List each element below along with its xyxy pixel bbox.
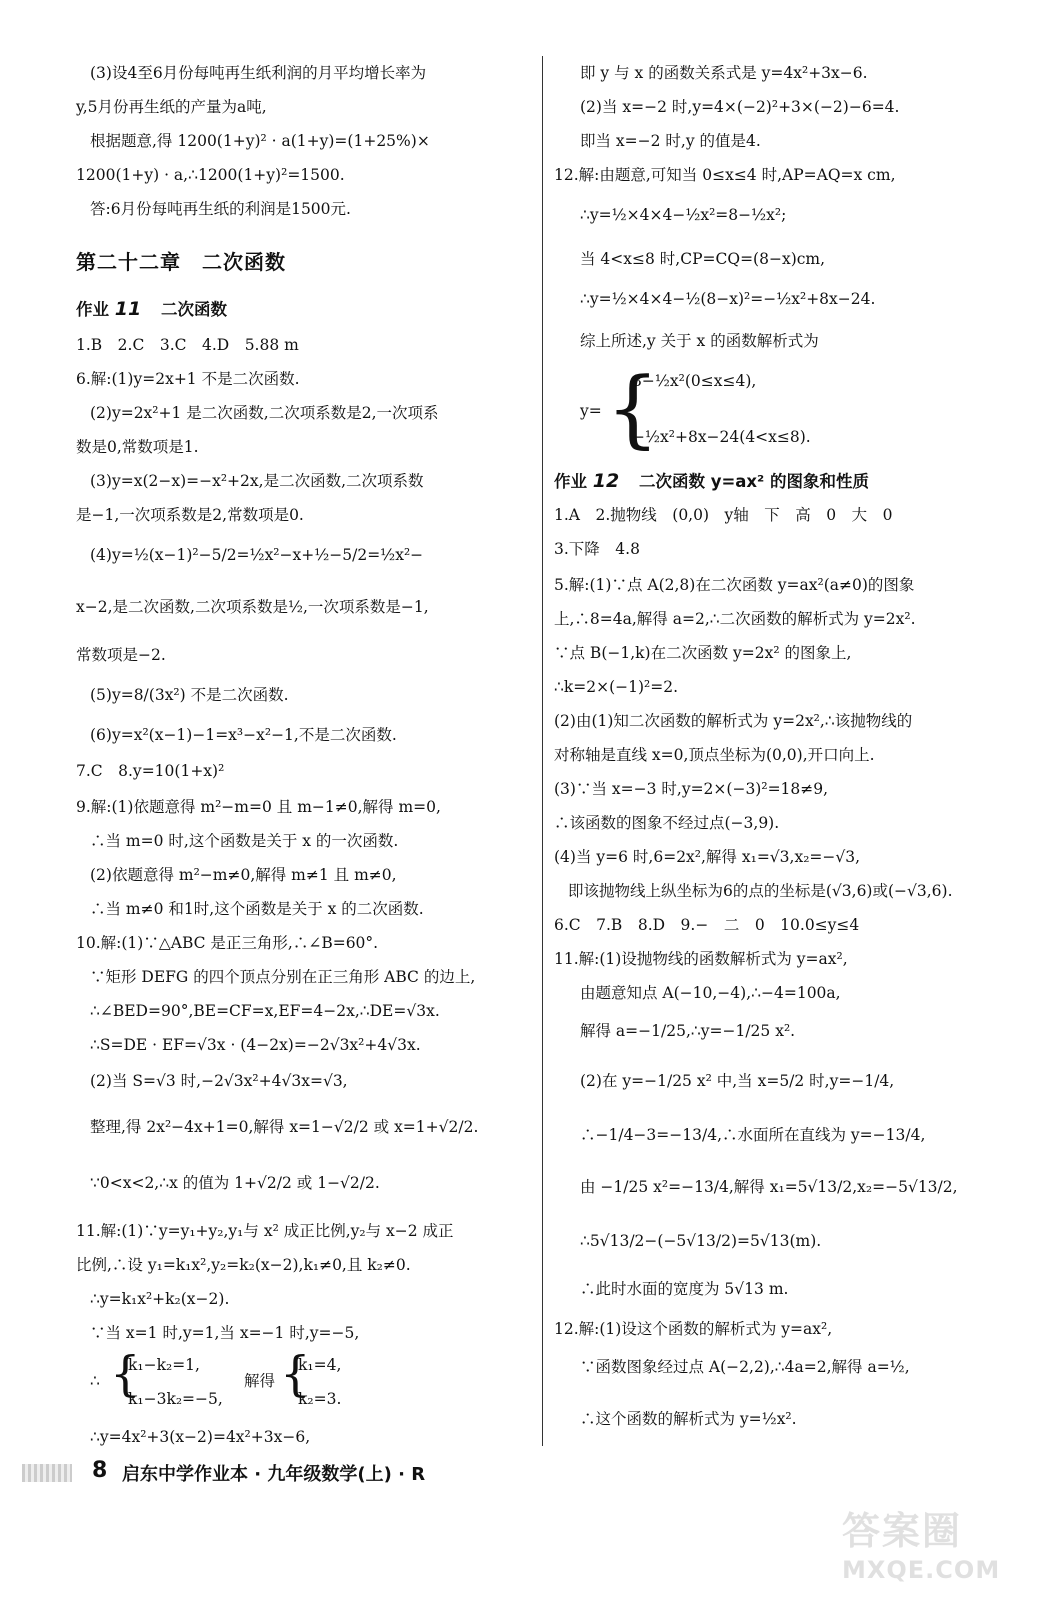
answer-line: 由题意知点 A(−10,−4),∴−4=100a, — [580, 984, 841, 1002]
watermark-url: MXQE.COM — [842, 1556, 1001, 1584]
answer-line: (2)y=2x²+1 是二次函数,二次项系数是2,一次项系 — [90, 404, 439, 422]
answer-line: 6.C 7.B 8.D 9.− 二 0 10.0≤y≤4 — [554, 916, 860, 934]
answer-line: 3.下降 4.8 — [554, 540, 640, 558]
left-brace: { — [110, 1346, 141, 1402]
answer-line: 常数项是−2. — [76, 646, 166, 664]
homework-number: 11 — [114, 298, 142, 320]
answer-line: ∵矩形 DEFG 的四个顶点分别在正三角形 ABC 的边上, — [90, 968, 476, 986]
answer-line: ∵当 x=1 时,y=1,当 x=−1 时,y=−5, — [90, 1324, 360, 1342]
equation-line: k₁=4, — [298, 1356, 342, 1374]
piecewise-case: 8−½x²(0≤x≤4), — [632, 372, 757, 390]
answer-line: (2)由(1)知二次函数的解析式为 y=2x²,∴该抛物线的 — [554, 712, 913, 730]
left-brace: { — [606, 359, 660, 457]
answer-line: ∴5√13/2−(−5√13/2)=5√13(m). — [580, 1232, 822, 1250]
answer-line: 是−1,一次项系数是2,常数项是0. — [76, 506, 304, 524]
answer-line: (4)y=½(x−1)²−5/2=½x²−x+½−5/2=½x²− — [90, 546, 424, 564]
answer-line: 数是0,常数项是1. — [76, 438, 199, 456]
answer-line: ∴−1/4−3=−13/4,∴水面所在直线为 y=−13/4, — [580, 1126, 926, 1144]
answer-line: 整理,得 2x²−4x+1=0,解得 x=1−√2/2 或 x=1+√2/2. — [90, 1118, 479, 1136]
answer-line: (4)当 y=6 时,6=2x²,解得 x₁=√3,x₂=−√3, — [554, 848, 861, 866]
answer-line: ∴此时水面的宽度为 5√13 m. — [580, 1280, 789, 1298]
answer-line: x−2,是二次函数,二次项系数是½,一次项系数是−1, — [76, 598, 429, 616]
answer-line: ∴该函数的图象不经过点(−3,9). — [554, 814, 780, 832]
chapter-title: 第二十二章 二次函数 — [76, 250, 286, 274]
answer-line: (5)y=8/(3x²) 不是二次函数. — [90, 686, 289, 704]
piecewise-case: −½x²+8x−24(4<x≤8). — [632, 428, 811, 446]
book-title: 启东中学作业本 · 九年级数学(上) · R — [122, 1464, 426, 1485]
text-line: 1200(1+y) · a,∴1200(1+y)²=1500. — [76, 166, 345, 184]
text-line: y,5月份再生纸的产量为a吨, — [76, 98, 267, 116]
answer-line: ∴当 m≠0 和1时,这个函数是关于 x 的二次函数. — [90, 900, 424, 918]
answer-line: (6)y=x²(x−1)−1=x³−x²−1,不是二次函数. — [90, 726, 397, 744]
answer-line: 即该抛物线上纵坐标为6的点的坐标是(√3,6)或(−√3,6). — [568, 882, 953, 900]
homework-title: 二次函数 — [160, 300, 227, 319]
answer-line: 由 −1/25 x²=−13/4,解得 x₁=5√13/2,x₂=−5√13/2, — [580, 1178, 958, 1196]
answer-line: ∴S=DE · EF=√3x · (4−2x)=−2√3x²+4√3x. — [90, 1036, 421, 1054]
text-line: 综上所述,y 关于 x 的函数解析式为 — [580, 332, 819, 350]
watermark-logo: 答案圈 — [842, 1509, 963, 1553]
therefore-symbol: ∴ — [90, 1372, 100, 1390]
answer-line: ∴这个函数的解析式为 y=½x². — [580, 1410, 797, 1428]
text-line: 当 4<x≤8 时,CP=CQ=(8−x)cm, — [580, 250, 826, 268]
answer-line: 1.B 2.C 3.C 4.D 5.88 m — [76, 336, 299, 354]
answer-line: (3)∵当 x=−3 时,y=2×(−3)²=18≠9, — [554, 780, 829, 798]
answer-line: 上,∴8=4a,解得 a=2,∴二次函数的解析式为 y=2x². — [554, 610, 916, 628]
homework-number: 12 — [592, 470, 620, 492]
answer-line: 对称轴是直线 x=0,顶点坐标为(0,0),开口向上. — [554, 746, 875, 764]
text-line: ∴y=½×4×4−½x²=8−½x²; — [580, 206, 787, 224]
text-line: (2)当 x=−2 时,y=4×(−2)²+3×(−2)−6=4. — [580, 98, 900, 116]
answer-line: ∴y=4x²+3(x−2)=4x²+3x−6, — [90, 1428, 311, 1446]
answer-line: 6.解:(1)y=2x+1 不是二次函数. — [76, 370, 300, 388]
answer-line: 11.解:(1)∵y=y₁+y₂,y₁与 x² 成正比例,y₂与 x−2 成正 — [76, 1222, 454, 1240]
homework-heading-12 — [554, 468, 869, 492]
equation-line: k₁−k₂=1, — [128, 1356, 200, 1374]
answer-line: 10.解:(1)∵△ABC 是正三角形,∴∠B=60°. — [76, 934, 379, 952]
answer-line: (2)在 y=−1/25 x² 中,当 x=5/2 时,y=−1/4, — [580, 1072, 895, 1090]
homework-label: 作业 — [554, 472, 587, 491]
text-line: ∴y=½×4×4−½(8−x)²=−½x²+8x−24. — [580, 290, 876, 308]
text-line: 根据题意,得 1200(1+y)² · a(1+y)=(1+25%)× — [90, 132, 430, 150]
text-line: 答:6月份每吨再生纸的利润是1500元. — [90, 200, 351, 218]
answer-line: 11.解:(1)设抛物线的函数解析式为 y=ax², — [554, 950, 848, 968]
watermark — [832, 1500, 1022, 1590]
text-line: 12.解:由题意,可知当 0≤x≤4 时,AP=AQ=x cm, — [554, 166, 896, 184]
answer-line: 9.解:(1)依题意得 m²−m=0 且 m−1≠0,解得 m=0, — [76, 798, 441, 816]
homework-label: 作业 — [76, 300, 109, 319]
answer-line: ∴y=k₁x²+k₂(x−2). — [90, 1290, 230, 1308]
answer-line: ∴k=2×(−1)²=2. — [554, 678, 679, 696]
homework-title: 二次函数 y=ax² 的图象和性质 — [638, 472, 870, 491]
answer-line: 解得 a=−1/25,∴y=−1/25 x². — [580, 1022, 796, 1040]
answer-line: ∵0<x<2,∴x 的值为 1+√2/2 或 1−√2/2. — [90, 1174, 380, 1192]
footer-decoration — [22, 1464, 72, 1482]
text-line: (3)设4至6月份每吨再生纸利润的月平均增长率为 — [90, 64, 427, 82]
equation-line: k₁−3k₂=−5, — [128, 1390, 223, 1408]
answer-line: 5.解:(1)∵点 A(2,8)在二次函数 y=ax²(a≠0)的图象 — [554, 576, 915, 594]
answer-line: 7.C 8.y=10(1+x)² — [76, 762, 225, 780]
text-line: 即当 x=−2 时,y 的值是4. — [580, 132, 761, 150]
equation-line: k₂=3. — [298, 1390, 342, 1408]
left-brace: { — [280, 1346, 311, 1402]
homework-heading-11 — [76, 296, 227, 320]
answer-line: ∵函数图象经过点 A(−2,2),∴4a=2,解得 a=½, — [580, 1358, 910, 1376]
piecewise-lhs: y= — [580, 402, 602, 420]
answer-line: (3)y=x(2−x)=−x²+2x,是二次函数,二次项系数 — [90, 472, 424, 490]
answer-line: (2)依题意得 m²−m≠0,解得 m≠1 且 m≠0, — [90, 866, 397, 884]
solve-label: 解得 — [244, 1372, 276, 1390]
answer-line: 1.A 2.抛物线 (0,0) y轴 下 高 0 大 0 — [554, 506, 893, 524]
text-line: 即 y 与 x 的函数关系式是 y=4x²+3x−6. — [580, 64, 868, 82]
answer-line: ∴∠BED=90°,BE=CF=x,EF=4−2x,∴DE=√3x. — [90, 1002, 440, 1020]
answer-line: ∴当 m=0 时,这个函数是关于 x 的一次函数. — [90, 832, 399, 850]
answer-line: ∵点 B(−1,k)在二次函数 y=2x² 的图象上, — [554, 644, 852, 662]
answer-line: 12.解:(1)设这个函数的解析式为 y=ax², — [554, 1320, 833, 1338]
page-number: 8 — [92, 1458, 108, 1483]
answer-line: (2)当 S=√3 时,−2√3x²+4√3x=√3, — [90, 1072, 348, 1090]
answer-line: 比例,∴设 y₁=k₁x²,y₂=k₂(x−2),k₁≠0,且 k₂≠0. — [76, 1256, 411, 1274]
column-divider — [542, 56, 543, 1446]
